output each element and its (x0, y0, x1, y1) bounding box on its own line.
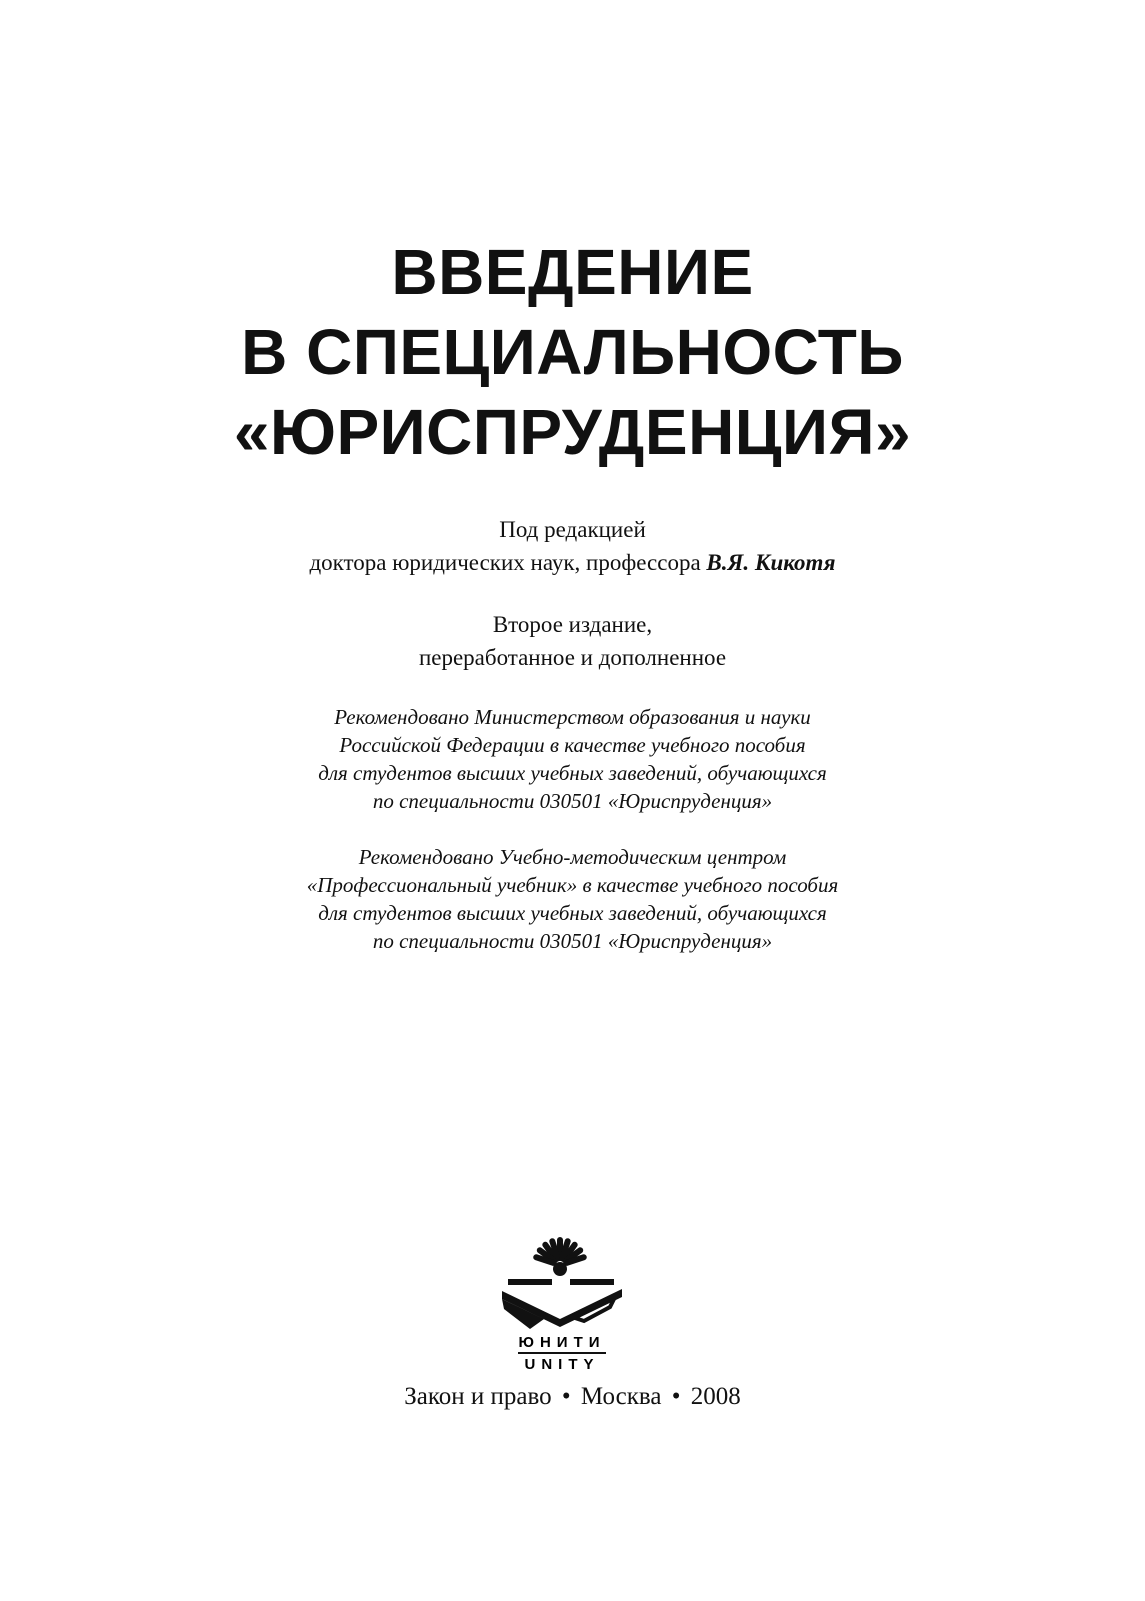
editor-line-2 (0, 546, 1145, 579)
unity-sun-book-logo-icon (500, 1235, 625, 1375)
recommendation-line: для студентов высших учебных заведений, обучающихся (318, 901, 827, 925)
recommendation-ministry (0, 703, 1145, 815)
recommendation-center (0, 843, 1145, 955)
recommendation-line: Российской Федерации в качестве учебного пособия (339, 733, 806, 757)
editor-name: В.Я. Кикотя (706, 550, 836, 575)
recommendation-line: Рекомендовано Учебно-методическим центром (358, 845, 787, 869)
recommendation-line: по специальности 030501 «Юриспруденция» (372, 929, 773, 953)
book-title (0, 232, 1145, 472)
editor-line-1: Под редакцией (499, 517, 646, 542)
logo-text-ru: ЮНИТИ (518, 1334, 606, 1351)
edition-info (0, 608, 1145, 674)
book-title-line-2: В СПЕЦИАЛЬНОСТЬ (241, 316, 904, 388)
imprint-year: 2008 (690, 1383, 741, 1410)
recommendation-line: по специальности 030501 «Юриспруденция» (372, 789, 773, 813)
editor-credentials: доктора юридических наук, профессора (309, 550, 701, 575)
recommendation-line: «Профессиональный учебник» в качестве учебного пособия (306, 873, 839, 897)
edition-line-1: Второе издание, (492, 612, 653, 637)
imprint-separator: • (561, 1383, 571, 1410)
edition-line-2: переработанное и дополненное (418, 645, 727, 670)
imprint-separator: • (671, 1383, 681, 1410)
imprint-city: Москва (580, 1383, 662, 1410)
recommendation-line: для студентов высших учебных заведений, обучающихся (318, 761, 827, 785)
publisher-logo (500, 1235, 625, 1375)
book-title-line-1: ВВЕДЕНИЕ (391, 236, 754, 308)
recommendation-line: Рекомендовано Министерством образования и науки (334, 705, 811, 729)
book-title-line-3: «ЮРИСПРУДЕНЦИЯ» (233, 396, 912, 468)
imprint (0, 1380, 1145, 1414)
imprint-series: Закон и право (404, 1383, 552, 1410)
logo-text-en: UNITY (524, 1356, 600, 1373)
editor-credit (0, 513, 1145, 579)
